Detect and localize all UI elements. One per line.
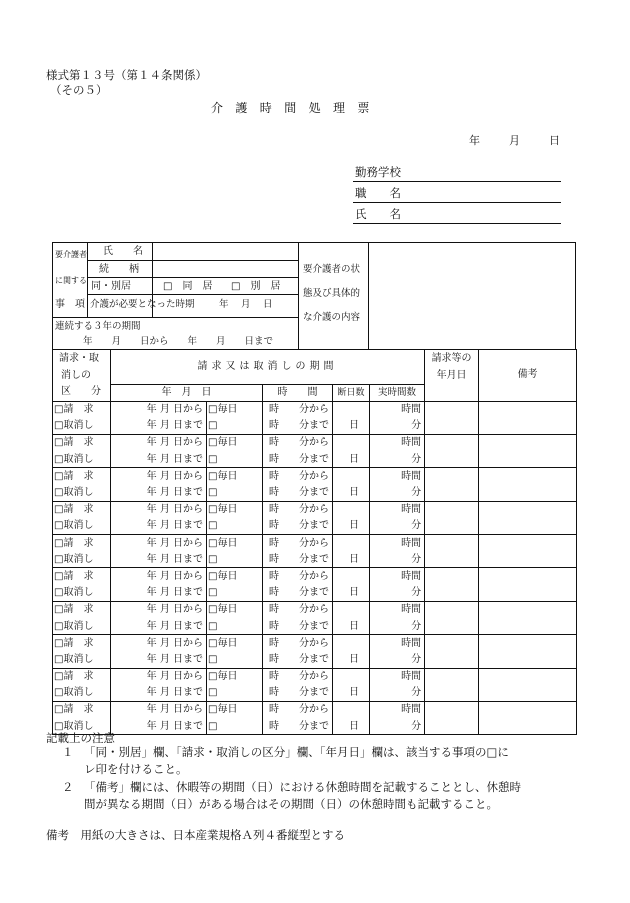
request-checkbox[interactable]: □請 求 [53, 434, 111, 451]
table-row [53, 468, 577, 485]
remarks-cell[interactable] [479, 701, 577, 734]
request-date-cell[interactable] [425, 501, 479, 534]
form-number: 様式第１３号（第１４条関係） [46, 68, 207, 82]
request-date-cell[interactable] [425, 701, 479, 734]
from-date-cell[interactable]: 年 月 日から [111, 668, 207, 685]
kubun-header-1: 請求・取 [53, 350, 111, 368]
position-field[interactable] [353, 186, 561, 203]
daily-checkbox[interactable]: □毎日 [207, 501, 263, 518]
time-from-cell[interactable]: 時 分から [263, 468, 333, 485]
condition-line-1: 要介護者の状 [303, 264, 361, 275]
daily-checkbox[interactable]: □毎日 [207, 434, 263, 451]
daily-checkbox[interactable]: □毎日 [207, 601, 263, 618]
table-row [53, 501, 577, 518]
remarks-cell[interactable] [479, 434, 577, 467]
request-checkbox[interactable]: □請 求 [53, 501, 111, 518]
from-date-cell[interactable]: 年 月 日から [111, 635, 207, 652]
section-label-1: 要介護者 [55, 250, 87, 259]
cancel-checkbox[interactable]: □取消し [53, 651, 111, 668]
other-checkbox[interactable]: □ [207, 418, 263, 435]
school-field[interactable] [353, 165, 561, 182]
kubun-header-2: 消しの [53, 367, 111, 384]
daily-checkbox[interactable]: □毎日 [207, 668, 263, 685]
from-date-cell[interactable]: 年 月 日から [111, 501, 207, 518]
day-unit-cell: 日 [333, 718, 370, 735]
hours-cell[interactable]: 時間 [370, 668, 425, 685]
other-checkbox[interactable]: □ [207, 685, 263, 702]
request-checkbox[interactable]: □請 求 [53, 635, 111, 652]
to-date-cell[interactable]: 年 月 日まで [111, 451, 207, 468]
cancel-checkbox[interactable]: □取消し [53, 518, 111, 535]
request-checkbox[interactable]: □請 求 [53, 668, 111, 685]
to-date-cell[interactable]: 年 月 日まで [111, 418, 207, 435]
other-checkbox[interactable]: □ [207, 451, 263, 468]
time-to-cell[interactable]: 時 分まで [263, 518, 333, 535]
hours-cell[interactable]: 時間 [370, 401, 425, 418]
time-from-cell[interactable]: 時 分から [263, 568, 333, 585]
time-to-cell[interactable]: 時 分まで [263, 484, 333, 501]
day-unit-cell: 日 [333, 451, 370, 468]
time-from-cell[interactable]: 時 分から [263, 701, 333, 718]
from-date-cell[interactable]: 年 月 日から [111, 401, 207, 418]
minutes-cell[interactable]: 分 [370, 484, 425, 501]
other-checkbox[interactable]: □ [207, 618, 263, 635]
other-checkbox[interactable]: □ [207, 518, 263, 535]
date-line [469, 132, 561, 146]
condition-line-3: な介護の内容 [303, 312, 361, 323]
day-count-cell[interactable] [333, 468, 370, 485]
school-label: 勤務学校 [355, 165, 401, 179]
request-date-cell[interactable] [425, 668, 479, 701]
minutes-cell[interactable]: 分 [370, 718, 425, 735]
daily-checkbox[interactable]: □毎日 [207, 535, 263, 552]
time-to-cell[interactable]: 時 分まで [263, 585, 333, 602]
day-count-cell[interactable] [333, 535, 370, 552]
to-date-cell[interactable]: 年 月 日まで [111, 685, 207, 702]
other-checkbox[interactable]: □ [207, 551, 263, 568]
time-from-cell[interactable]: 時 分から [263, 601, 333, 618]
request-checkbox[interactable]: □請 求 [53, 568, 111, 585]
living-label: 同・別居 [91, 281, 131, 292]
time-to-cell[interactable]: 時 分まで [263, 618, 333, 635]
cancel-checkbox[interactable]: □取消し [53, 551, 111, 568]
name-field[interactable] [353, 207, 561, 224]
day-unit-cell: 日 [333, 585, 370, 602]
hours-cell[interactable]: 時間 [370, 501, 425, 518]
day-count-cell[interactable] [333, 434, 370, 451]
minutes-cell[interactable]: 分 [370, 585, 425, 602]
time-to-cell[interactable]: 時 分まで [263, 551, 333, 568]
to-date-cell[interactable]: 年 月 日まで [111, 551, 207, 568]
day-count-cell[interactable] [333, 701, 370, 718]
day-unit-cell: 日 [333, 618, 370, 635]
note-1-line-1: 「同・別居」欄、「請求・取消しの区分」欄、「年月日」欄は、該当する事項の□に [84, 745, 509, 759]
date-day: 日 [549, 134, 560, 147]
note-2-number: ２ [62, 780, 74, 794]
other-checkbox[interactable]: □ [207, 585, 263, 602]
day-unit-cell: 日 [333, 518, 370, 535]
note-1 [62, 744, 582, 778]
to-date-cell[interactable]: 年 月 日まで [111, 484, 207, 501]
time-to-cell[interactable]: 時 分まで [263, 685, 333, 702]
hours-cell[interactable]: 時間 [370, 568, 425, 585]
remarks-cell[interactable] [479, 468, 577, 501]
daily-checkbox[interactable]: □毎日 [207, 468, 263, 485]
time-to-cell[interactable]: 時 分まで [263, 651, 333, 668]
form-sub-number: （その５） [50, 83, 108, 97]
time-from-cell[interactable]: 時 分から [263, 434, 333, 451]
from-date-cell[interactable]: 年 月 日から [111, 434, 207, 451]
time-from-cell[interactable]: 時 分から [263, 668, 333, 685]
day-count-header: 断日数 [333, 384, 370, 401]
request-date-cell[interactable] [425, 568, 479, 601]
day-unit-cell: 日 [333, 484, 370, 501]
hours-cell[interactable]: 時間 [370, 635, 425, 652]
recipient-name-label: 氏 名 [103, 246, 143, 257]
request-date-cell[interactable] [425, 535, 479, 568]
document-title: 介護時間処理票 [211, 101, 382, 115]
remarks-cell[interactable] [479, 635, 577, 668]
day-unit-cell: 日 [333, 651, 370, 668]
period-value: 年 月 日から 年 月 日まで [83, 336, 274, 347]
day-unit-cell: 日 [333, 685, 370, 702]
daily-checkbox[interactable]: □毎日 [207, 701, 263, 718]
day-count-cell[interactable] [333, 401, 370, 418]
request-checkbox[interactable]: □請 求 [53, 401, 111, 418]
note-2-line-2: 間が異なる期間（日）がある場合はその期間（日）の休憩時間も記載すること。 [84, 797, 498, 811]
table-row [53, 401, 577, 418]
relation-label: 続 柄 [99, 264, 139, 275]
minutes-cell[interactable]: 分 [370, 618, 425, 635]
day-count-cell[interactable] [333, 501, 370, 518]
to-date-cell[interactable]: 年 月 日まで [111, 718, 207, 735]
care-recipient-block [52, 242, 576, 350]
to-date-cell[interactable]: 年 月 日まで [111, 518, 207, 535]
from-date-cell[interactable]: 年 月 日から [111, 568, 207, 585]
time-to-cell[interactable]: 時 分まで [263, 718, 333, 735]
section-label-2: に関する [55, 276, 87, 285]
hours-cell[interactable]: 時間 [370, 434, 425, 451]
minutes-cell[interactable]: 分 [370, 418, 425, 435]
request-checkbox[interactable]: □請 求 [53, 535, 111, 552]
remarks-cell[interactable] [479, 501, 577, 534]
hours-cell[interactable]: 時間 [370, 701, 425, 718]
minutes-cell[interactable]: 分 [370, 551, 425, 568]
request-checkbox[interactable]: □請 求 [53, 701, 111, 718]
condition-line-2: 態及び具体的 [303, 288, 361, 299]
time-from-cell[interactable]: 時 分から [263, 535, 333, 552]
cancel-checkbox[interactable]: □取消し [53, 484, 111, 501]
paper-size-note: 備考 用紙の大きさは、日本産業規格Ａ列４番縦型とする [46, 828, 345, 842]
remarks-cell[interactable] [479, 535, 577, 568]
time-to-cell[interactable]: 時 分まで [263, 418, 333, 435]
date-month: 月 [509, 134, 520, 147]
remarks-cell[interactable] [479, 668, 577, 701]
request-date-cell[interactable] [425, 601, 479, 634]
note-2 [62, 779, 582, 813]
care-needed-day: 日 [263, 299, 273, 310]
period-label: 連続する３年の期間 [55, 321, 141, 332]
day-count-cell[interactable] [333, 568, 370, 585]
time-from-cell[interactable]: 時 分から [263, 635, 333, 652]
day-count-cell[interactable] [333, 601, 370, 618]
note-1-number: １ [62, 745, 74, 759]
living-same-checkbox[interactable]: □ 同 居 [163, 281, 213, 292]
request-date-header-2: 年月日 [425, 367, 479, 384]
living-separate-checkbox[interactable]: □ 別 居 [231, 281, 281, 292]
time-header: 時 間 [263, 384, 333, 401]
remarks-cell[interactable] [479, 601, 577, 634]
cancel-checkbox[interactable]: □取消し [53, 618, 111, 635]
table-row [53, 434, 577, 451]
request-date-cell[interactable] [425, 434, 479, 467]
request-date-header-1: 請求等の [425, 350, 479, 368]
kubun-header-3: 区 分 [53, 384, 111, 401]
time-from-cell[interactable]: 時 分から [263, 501, 333, 518]
table-row [53, 668, 577, 685]
care-needed-label: 介護が必要となった時期 [90, 299, 195, 310]
minutes-cell[interactable]: 分 [370, 685, 425, 702]
other-checkbox[interactable]: □ [207, 484, 263, 501]
care-needed-year: 年 [219, 299, 229, 310]
from-date-cell[interactable]: 年 月 日から [111, 701, 207, 718]
care-time-table [52, 349, 577, 735]
note-2-line-1: 「備考」欄には、休暇等の期間（日）における休憩時間を記載することとし、休憩時 [84, 780, 521, 794]
hours-cell[interactable]: 時間 [370, 601, 425, 618]
request-date-cell[interactable] [425, 635, 479, 668]
day-count-cell[interactable] [333, 668, 370, 685]
notes-heading: 記載上の注意 [46, 731, 115, 745]
from-date-cell[interactable]: 年 月 日から [111, 601, 207, 618]
day-unit-cell: 日 [333, 551, 370, 568]
time-to-cell[interactable]: 時 分まで [263, 451, 333, 468]
actual-hours-header: 実時間数 [370, 384, 425, 401]
day-unit-cell: 日 [333, 418, 370, 435]
remarks-cell[interactable] [479, 568, 577, 601]
remarks-header: 備考 [479, 350, 577, 402]
cancel-checkbox[interactable]: □取消し [53, 585, 111, 602]
name-label: 氏 名 [355, 207, 401, 221]
time-from-cell[interactable]: 時 分から [263, 401, 333, 418]
other-checkbox[interactable]: □ [207, 651, 263, 668]
request-date-cell[interactable] [425, 401, 479, 434]
position-label: 職 名 [355, 186, 401, 200]
care-needed-month: 月 [241, 299, 251, 310]
section-label-3: 事 項 [55, 299, 85, 310]
table-row [53, 601, 577, 618]
day-count-cell[interactable] [333, 635, 370, 652]
from-date-cell[interactable]: 年 月 日から [111, 535, 207, 552]
to-date-cell[interactable]: 年 月 日まで [111, 651, 207, 668]
cancel-checkbox[interactable]: □取消し [53, 418, 111, 435]
minutes-cell[interactable]: 分 [370, 518, 425, 535]
period-header: 請求又は取消しの期間 [111, 350, 425, 385]
to-date-cell[interactable]: 年 月 日まで [111, 618, 207, 635]
date-year: 年 [469, 134, 480, 147]
cancel-checkbox[interactable]: □取消し [53, 451, 111, 468]
table-row [53, 635, 577, 652]
minutes-cell[interactable]: 分 [370, 451, 425, 468]
minutes-cell[interactable]: 分 [370, 651, 425, 668]
from-date-cell[interactable]: 年 月 日から [111, 468, 207, 485]
note-1-line-2: レ印を付けること。 [84, 762, 188, 776]
request-checkbox[interactable]: □請 求 [53, 468, 111, 485]
remarks-cell[interactable] [479, 401, 577, 434]
request-checkbox[interactable]: □請 求 [53, 601, 111, 618]
daily-checkbox[interactable]: □毎日 [207, 635, 263, 652]
daily-checkbox[interactable]: □毎日 [207, 568, 263, 585]
daily-checkbox[interactable]: □毎日 [207, 401, 263, 418]
cancel-checkbox[interactable]: □取消し [53, 685, 111, 702]
table-row [53, 535, 577, 552]
table-row [53, 701, 577, 718]
other-checkbox[interactable]: □ [207, 718, 263, 735]
table-row [53, 568, 577, 585]
ymd-header: 年 月 日 [111, 384, 263, 401]
hours-cell[interactable]: 時間 [370, 468, 425, 485]
hours-cell[interactable]: 時間 [370, 535, 425, 552]
request-date-cell[interactable] [425, 468, 479, 501]
cancel-checkbox[interactable]: □取消し [53, 718, 111, 735]
to-date-cell[interactable]: 年 月 日まで [111, 585, 207, 602]
